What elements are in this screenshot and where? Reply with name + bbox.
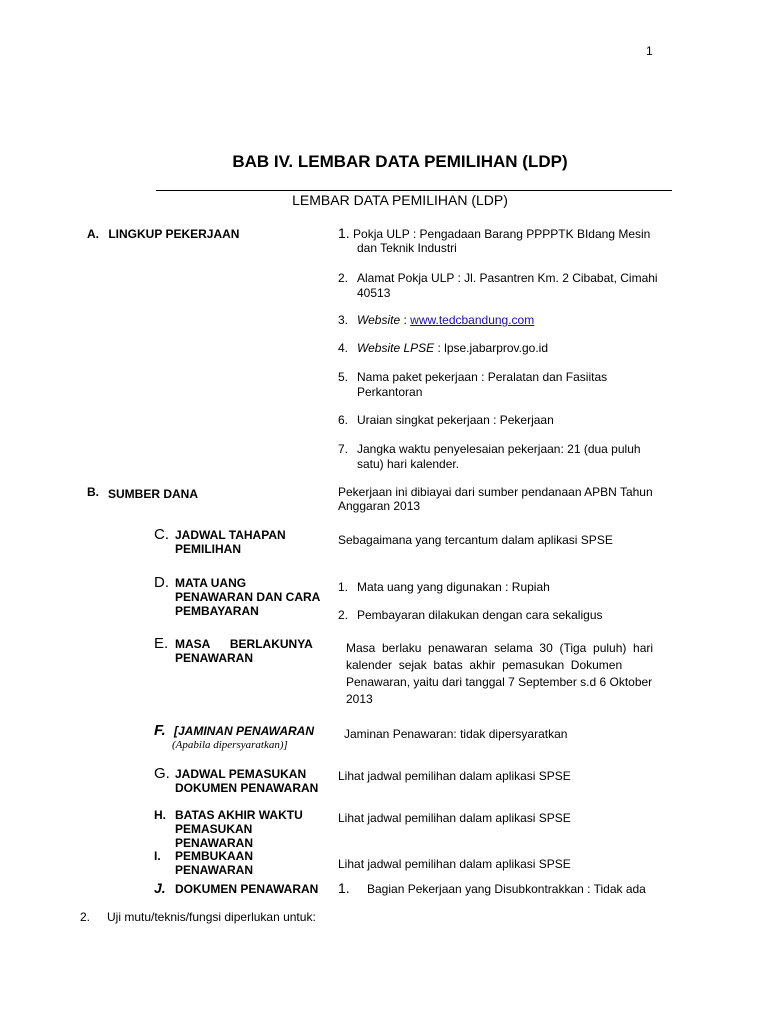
d-item-1-num: 1. (338, 580, 349, 594)
section-h-title (175, 808, 303, 850)
section-e-line-2: kalender sejak batas akhir pemasukan Dokumen (346, 658, 623, 672)
section-j-letter: J. (154, 880, 166, 896)
d-item-1-text: Mata uang yang digunakan : Rupiah (357, 580, 550, 594)
page-title: BAB IV. LEMBAR DATA PEMILIHAN (LDP) (232, 152, 568, 171)
a-item-1 (338, 226, 683, 242)
section-g-title (175, 767, 318, 795)
section-d-title-1: MATA UANG (175, 576, 247, 590)
section-g-title-1: JADWAL PEMASUKAN (175, 767, 307, 781)
section-j-text: Bagian Pekerjaan yang Disubkontrakkan : Tidak ada (367, 882, 646, 896)
a-item-6-text: Uraian singkat pekerjaan : Pekerjaan (357, 413, 554, 427)
section-e-line-4: 2013 (346, 692, 373, 706)
a-item-3-sep: : (400, 313, 411, 327)
a-item-4-sep: : (434, 341, 445, 355)
section-f-text: Jaminan Penawaran: tidak dipersyaratkan (344, 727, 568, 741)
a-item-4-text (357, 341, 548, 356)
a-item-2-cont: 40513 (357, 286, 391, 300)
section-d-title-3: PEMBAYARAN (175, 604, 259, 618)
section-i-title-2: PENAWARAN (175, 863, 254, 877)
website-link[interactable]: www.tedcbandung.com (410, 313, 535, 327)
section-i-text: Lihat jadwal pemilihan dalam aplikasi SPSE (338, 857, 571, 871)
section-g-title-2: DOKUMEN PENAWARAN (175, 781, 319, 795)
section-a-label (87, 227, 239, 241)
d-item-2-num: 2. (338, 608, 349, 622)
section-f-title: [JAMINAN PENAWARAN (174, 724, 315, 738)
section-d-letter: D. (154, 574, 169, 591)
section-b-letter: B. (87, 485, 99, 499)
section-d-title-2: PENAWARAN DAN CARA (175, 590, 321, 604)
d-item-2-text: Pembayaran dilakukan dengan cara sekaligus (357, 608, 603, 622)
a-item-3-num: 3. (338, 313, 349, 327)
section-c-letter: C. (154, 526, 169, 543)
a-item-3-text (357, 313, 534, 328)
footer-item-text: Uji mutu/teknis/fungsi diperlukan untuk: (107, 910, 316, 924)
section-h-title-3: PENAWARAN (175, 836, 254, 850)
section-g-text: Lihat jadwal pemilihan dalam aplikasi SPSE (338, 769, 571, 783)
section-b-title: SUMBER DANA (108, 487, 198, 501)
section-e-line-3: Penawaran, yaitu dari tanggal 7 September s.d 6 Oktober (346, 675, 653, 689)
section-i-letter: I. (154, 849, 161, 863)
a-item-2-text: Alamat Pokja ULP : Jl. Pasantren Km. 2 Cibabat, Cimahi (357, 271, 658, 285)
a-item-2-num: 2. (338, 271, 349, 285)
a-item-4-value: lpse.jabarprov.go.id (444, 341, 549, 355)
a-item-4-num: 4. (338, 341, 349, 355)
section-b-text: Pekerjaan ini dibiayai dari sumber pendanaan APBN Tahun (338, 485, 653, 499)
section-e-letter: E. (154, 635, 169, 652)
a-item-7-num: 7. (338, 442, 349, 456)
a-item-3-prefix: Website (357, 313, 401, 327)
section-a-title: LINGKUP PEKERJAAN (108, 227, 240, 241)
a-item-4-prefix: Website LPSE (357, 341, 435, 355)
section-c-title-2: PEMILIHAN (175, 542, 241, 556)
section-e-title (175, 637, 325, 665)
section-h-title-2: PEMASUKAN (175, 822, 253, 836)
a-item-1-num: 1. (338, 225, 350, 241)
section-f-letter: F. (154, 722, 166, 739)
section-i-title (175, 849, 253, 877)
page-subtitle: LEMBAR DATA PEMILIHAN (LDP) (292, 192, 508, 208)
section-j-title: DOKUMEN PENAWARAN (175, 882, 319, 896)
a-item-5-text: Nama paket pekerjaan : Peralatan dan Fasiitas (357, 370, 608, 384)
section-j-num: 1. (338, 880, 350, 896)
section-f-subtitle: (Apabila dipersyaratkan)] (172, 739, 288, 751)
a-item-7-text: Jangka waktu penyelesaian pekerjaan: 21 (dua puluh (357, 442, 641, 456)
a-item-7-cont: satu) hari kalender. (357, 457, 460, 471)
section-h-text: Lihat jadwal pemilihan dalam aplikasi SPSE (338, 811, 571, 825)
section-e-text (346, 640, 684, 708)
section-h-letter: H. (154, 808, 166, 822)
section-b-text-cont: Anggaran 2013 (338, 499, 421, 513)
a-item-5-cont: Perkantoran (357, 385, 423, 399)
a-item-1-cont: dan Teknik Industri (357, 241, 457, 255)
section-e-title-1: MASA BERLAKUNYA (175, 637, 313, 651)
section-e-line-1: Masa berlaku penawaran selama 30 (Tiga puluh) hari (346, 641, 654, 655)
title-rule (156, 190, 672, 191)
section-a-letter: A. (87, 227, 99, 241)
footer-item-num: 2. (80, 910, 91, 924)
section-h-title-1: BATAS AKHIR WAKTU (175, 808, 303, 822)
section-d-title (175, 576, 320, 618)
section-c-title (175, 528, 286, 556)
a-item-1-text: Pokja ULP : Pengadaan Barang PPPPTK BIdang Mesin (353, 227, 651, 241)
section-g-letter: G. (154, 765, 170, 782)
page-number: 1 (646, 44, 653, 58)
section-c-text: Sebagaimana yang tercantum dalam aplikasi SPSE (338, 533, 613, 547)
section-i-title-1: PEMBUKAAN (175, 849, 253, 863)
a-item-6-num: 6. (338, 413, 349, 427)
section-e-title-2: PENAWARAN (175, 651, 254, 665)
section-c-title-1: JADWAL TAHAPAN (175, 528, 286, 542)
a-item-5-num: 5. (338, 370, 349, 384)
